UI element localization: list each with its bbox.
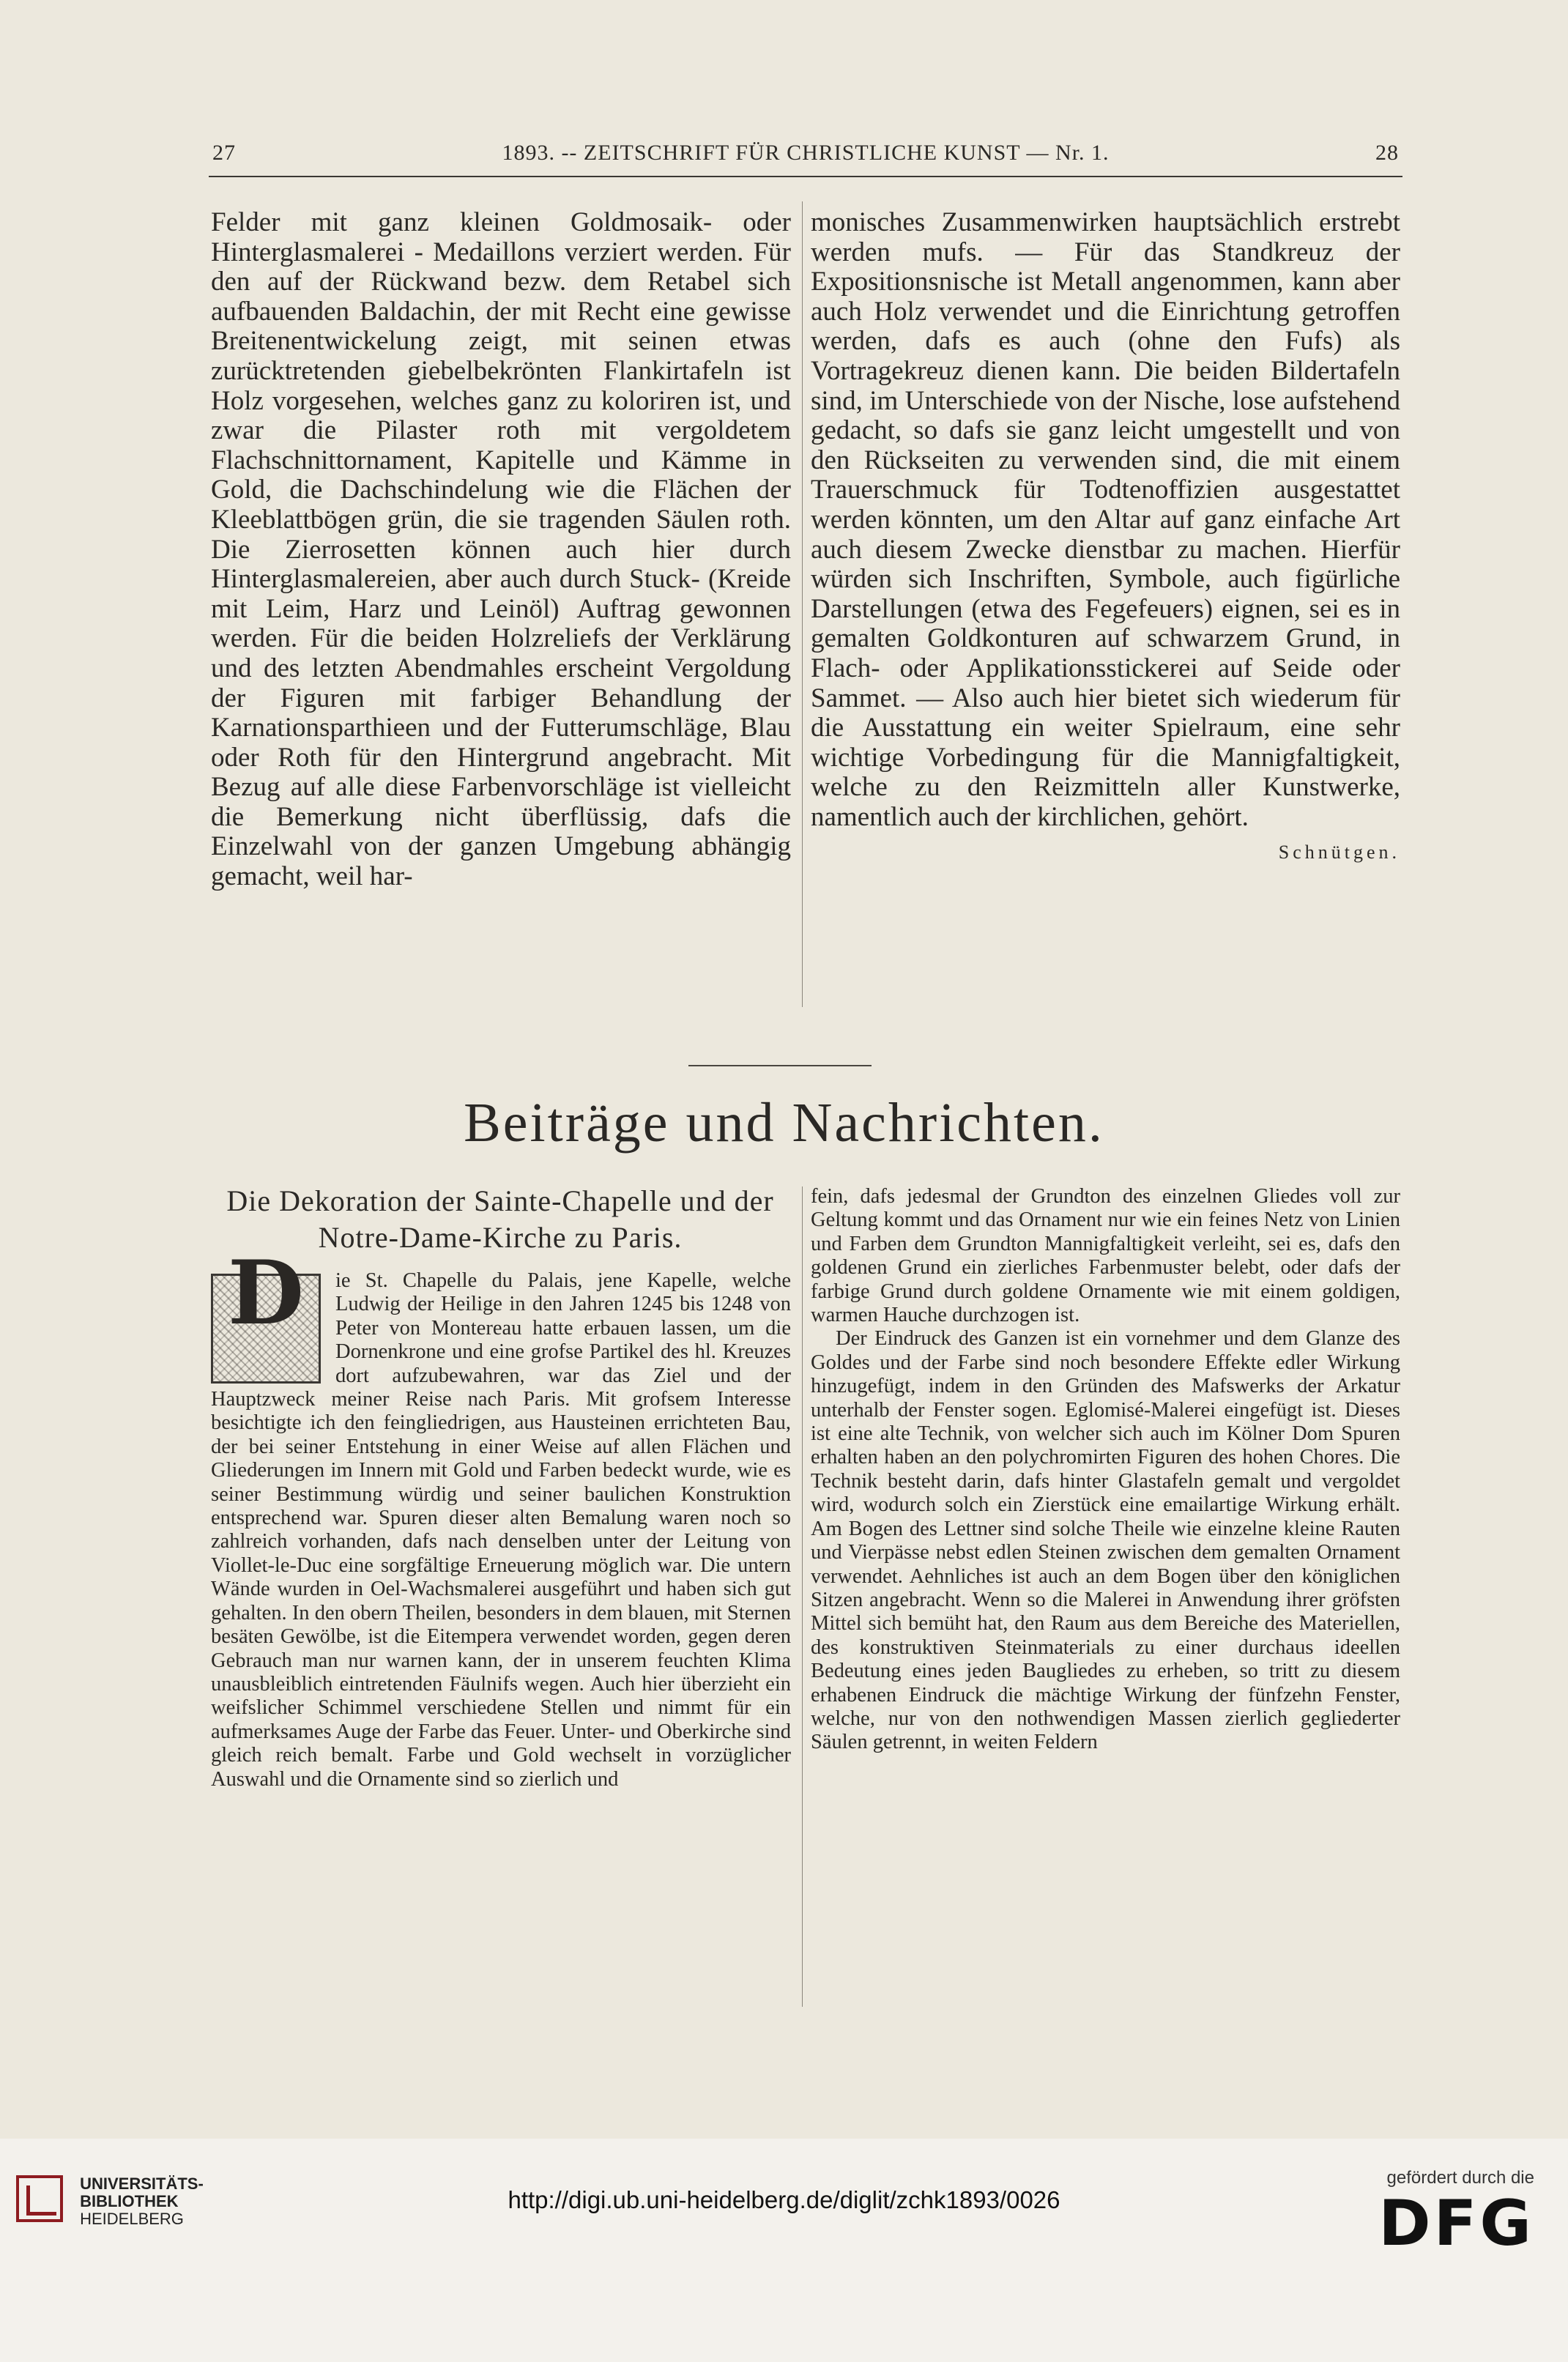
lower-right-column xyxy=(811,1185,1400,2013)
digitization-footer xyxy=(0,2139,1568,2362)
page-number-left: 27 xyxy=(212,141,236,165)
library-line-2: BIBLIOTHEK xyxy=(80,2192,179,2210)
top-left-column xyxy=(211,208,791,1014)
header-rule xyxy=(209,176,1402,177)
lower-right-paragraph-2: Der Eindruck des Ganzen ist ein vornehmer und dem Glanze des Goldes und der Farbe sind noch besondere Effekte edler Wirkung hinzugefügt, indem in den Gründen des Mafswerks der Arkatur unterhalb der Fenster sogen. Eglomisé-Malerei eingefügt ist. Dieses ist eine alte Technik, von welcher sich auch im Kölner Dom Spuren erhalten haben an den polychromirten Figuren des hohen Chores. Die Technik besteht darin, dafs hinter Glastafeln gemalt und vergoldet wird, wodurch solch ein Zierstück eine emailartige Wirkung erhält. Am Bogen des Lettner sind solche Theile wie einzelne kleine Rauten und Vierpässe nebst edlen Steinen zwischen dem gemalten Ornament verwendet. Aehnliches ist auch an dem Bogen über den königlichen Sitzen angebracht. Wenn so die Malerei in Anwendung ihrer gröfsten Mittel sich bemüht hat, den Raum aus dem Bereiche des Materiellen, des konstruktiven Steinmaterials zu einer durchaus ideellen Bedeutung eines jeden Baugliedes zu erheben, so tritt zu diesem erhabenen Eindruck die mächtige Wirkung der fünfzehn Fenster, welche, nur von den nothwendigen Massen zierlich gegliederter Säulen getrennt, in weiten Feldern xyxy=(811,1327,1400,1754)
section-separator xyxy=(688,1065,872,1066)
library-line-3: HEIDELBERG xyxy=(80,2210,184,2228)
permalink-url[interactable]: http://digi.ub.uni-heidelberg.de/diglit/zchk1893/0026 xyxy=(508,2186,1060,2213)
lower-left-text: ie St. Chapelle du Palais, jene Kapelle, welche Ludwig der Heilige in den Jahren 1245 bis 1248 von Peter von Montereau hatte erbauen lassen, um die Dornenkrone und eine grofse Partikel des hl. Kreuzes dort aufzubewahren, war das Ziel und der Hauptzweck meiner Reise nach Paris. Mit grofsem Interesse besichtigte ich den feingliedrigen, aus Hausteinen errichteten Bau, der bei seiner Entstehung in einer Weise auf allen Flächen und Gliederungen im Innern mit Gold und Farben bedeckt wurde, wie es seiner Bestimmung würdig und seiner baulichen Konstruktion entsprechend war. Spuren dieser alten Bemalung waren noch so zahlreich vorhanden, dafs nach denselben unter der Leitung von Viollet-le-Duc eine sorgfältige Erneuerung möglich war. Die untern Wände wurden in Oel-Wachsmalerei ausgeführt und haben sich gut gehalten. In den obern Theilen, besonders in dem blauen, mit Sternen besäten Gewölbe, ist die Eitempera verwendet worden, gegen deren Gebrauch man nur warnen kann, der in unserem feuchten Klima unausbleiblich eintretenden Fäulnifs wegen. Auch hier überzieht ein weifslicher Schimmel verschiedene Stellen und nimmt für ein aufmerksames Auge der Farbe das Feuer. Unter- und Oberkirche sind gleich reich bemalt. Farbe und Gold wechselt in vorzüglicher Auswahl und die Ornamente sind so zierlich und xyxy=(211,1269,791,1791)
page-number-right: 28 xyxy=(1375,141,1399,165)
library-line-1: UNIVERSITÄTS- xyxy=(80,2175,204,2193)
article-title: Die Dekoration der Sainte-Chapelle und der Notre-Dame-Kirche zu Paris. xyxy=(226,1184,774,1254)
column-divider-top xyxy=(802,201,803,1007)
lower-left-column xyxy=(211,1241,791,2009)
top-left-text: Felder mit ganz kleinen Goldmosaik- oder Hinterglasmalerei - Medaillons verziert werden. Für den auf der Rückwand bezw. dem Retabel sich aufbauenden Baldachin, der mit Recht eine gewisse Breitenentwickelung zeigt, mit seinen etwas zurücktretenden giebelbekrönten Flankirtafeln ist Holz vorgesehen, welches ganz zu koloriren ist, und zwar die Pilaster roth mit vergoldetem Flachschnittornament, Kapitelle und Kämme in Gold, die Dachschindelung wie die Flächen der Kleeblattbögen grün, die sie tragenden Säulen roth. Die Zierrosetten können auch hier durch Hinterglasmalereien, aber auch durch Stuck- (Kreide mit Leim, Harz und Leinöl) Auftrag gewonnen werden. Für die beiden Holzreliefs der Verklärung und des letzten Abendmahles erscheint Vergoldung der Figuren mit farbiger Behandlung der Karnationsparthieen und der Futterumschläge, Blau oder Roth für den Hintergrund angebracht. Mit Bezug auf alle diese Farbenvorschläge ist vielleicht die Bemerkung nicht überflüssig, dafs die Einzelwahl von der ganzen Umgebung abhängig gemacht, weil har- xyxy=(211,207,791,892)
drop-initial xyxy=(211,1241,321,1384)
column-divider-bottom xyxy=(802,1186,803,2007)
journal-title: 1893. -- ZEITSCHRIFT FÜR CHRISTLICHE KUNST — Nr. 1. xyxy=(502,141,1110,165)
dfg-wordmark: DFG xyxy=(1378,2187,1534,2260)
drop-initial-letter: D xyxy=(227,1241,305,1345)
running-header xyxy=(212,141,1399,170)
lower-right-paragraph-1: fein, dafs jedesmal der Grundton des einzelnen Gliedes voll zur Geltung kommt und das Ornament nur wie ein feines Netz von Linien und Farben dem Grundton Mannigfaltigkeit verleiht, sei es, dafs den goldenen Grund ein zierliches Farbenmuster belebt, oder dafs der farbige Grund durch goldene Ornamente wie mit einem goldigen, warmen Hauche durchzogen ist. xyxy=(811,1185,1400,1327)
author-signature: Schnütgen. xyxy=(1278,842,1400,864)
top-right-column xyxy=(811,208,1400,1014)
top-right-text: monisches Zusammenwirken hauptsächlich erstrebt werden mufs. — Für das Standkreuz der Expositionsnische ist Metall angenommen, kann aber auch Holz verwendet und die Einrichtung getroffen werden, dafs es auch (ohne den Fufs) als Vortragekreuz dienen kann. Die beiden Bildertafeln sind, im Unterschiede von der Nische, lose aufstehend gedacht, so dafs sie ganz leicht umgestellt und von den Rückseiten zu verwenden sind, die mit einem Trauerschmuck für Todtenoffizien ausgestattet werden könnten, um den Altar auf ganz einfache Art auch diesem Zwecke dienstbar zu machen. Hierfür würden sich Inschriften, Symbole, auch figürliche Darstellungen (etwa des Fegefeuers) eignen, sei es in gemalten Goldkonturen auf schwarzem Grund, in Flach- oder Applikationsstickerei auf Seide oder Sammet. — Also auch hier bietet sich wiederum für die Ausstattung ein weiter Spielraum, eine sehr wichtige Vorbedingung für die Mannigfaltigkeit, welche zu den Reizmitteln aller Kunstwerke, namentlich auch der kirchlichen, gehört. xyxy=(811,207,1400,832)
dfg-logo[interactable] xyxy=(1378,2168,1534,2259)
funding-note: gefördert durch die xyxy=(1386,2168,1534,2188)
section-title: Beiträge und Nachrichten. xyxy=(464,1092,1104,1154)
